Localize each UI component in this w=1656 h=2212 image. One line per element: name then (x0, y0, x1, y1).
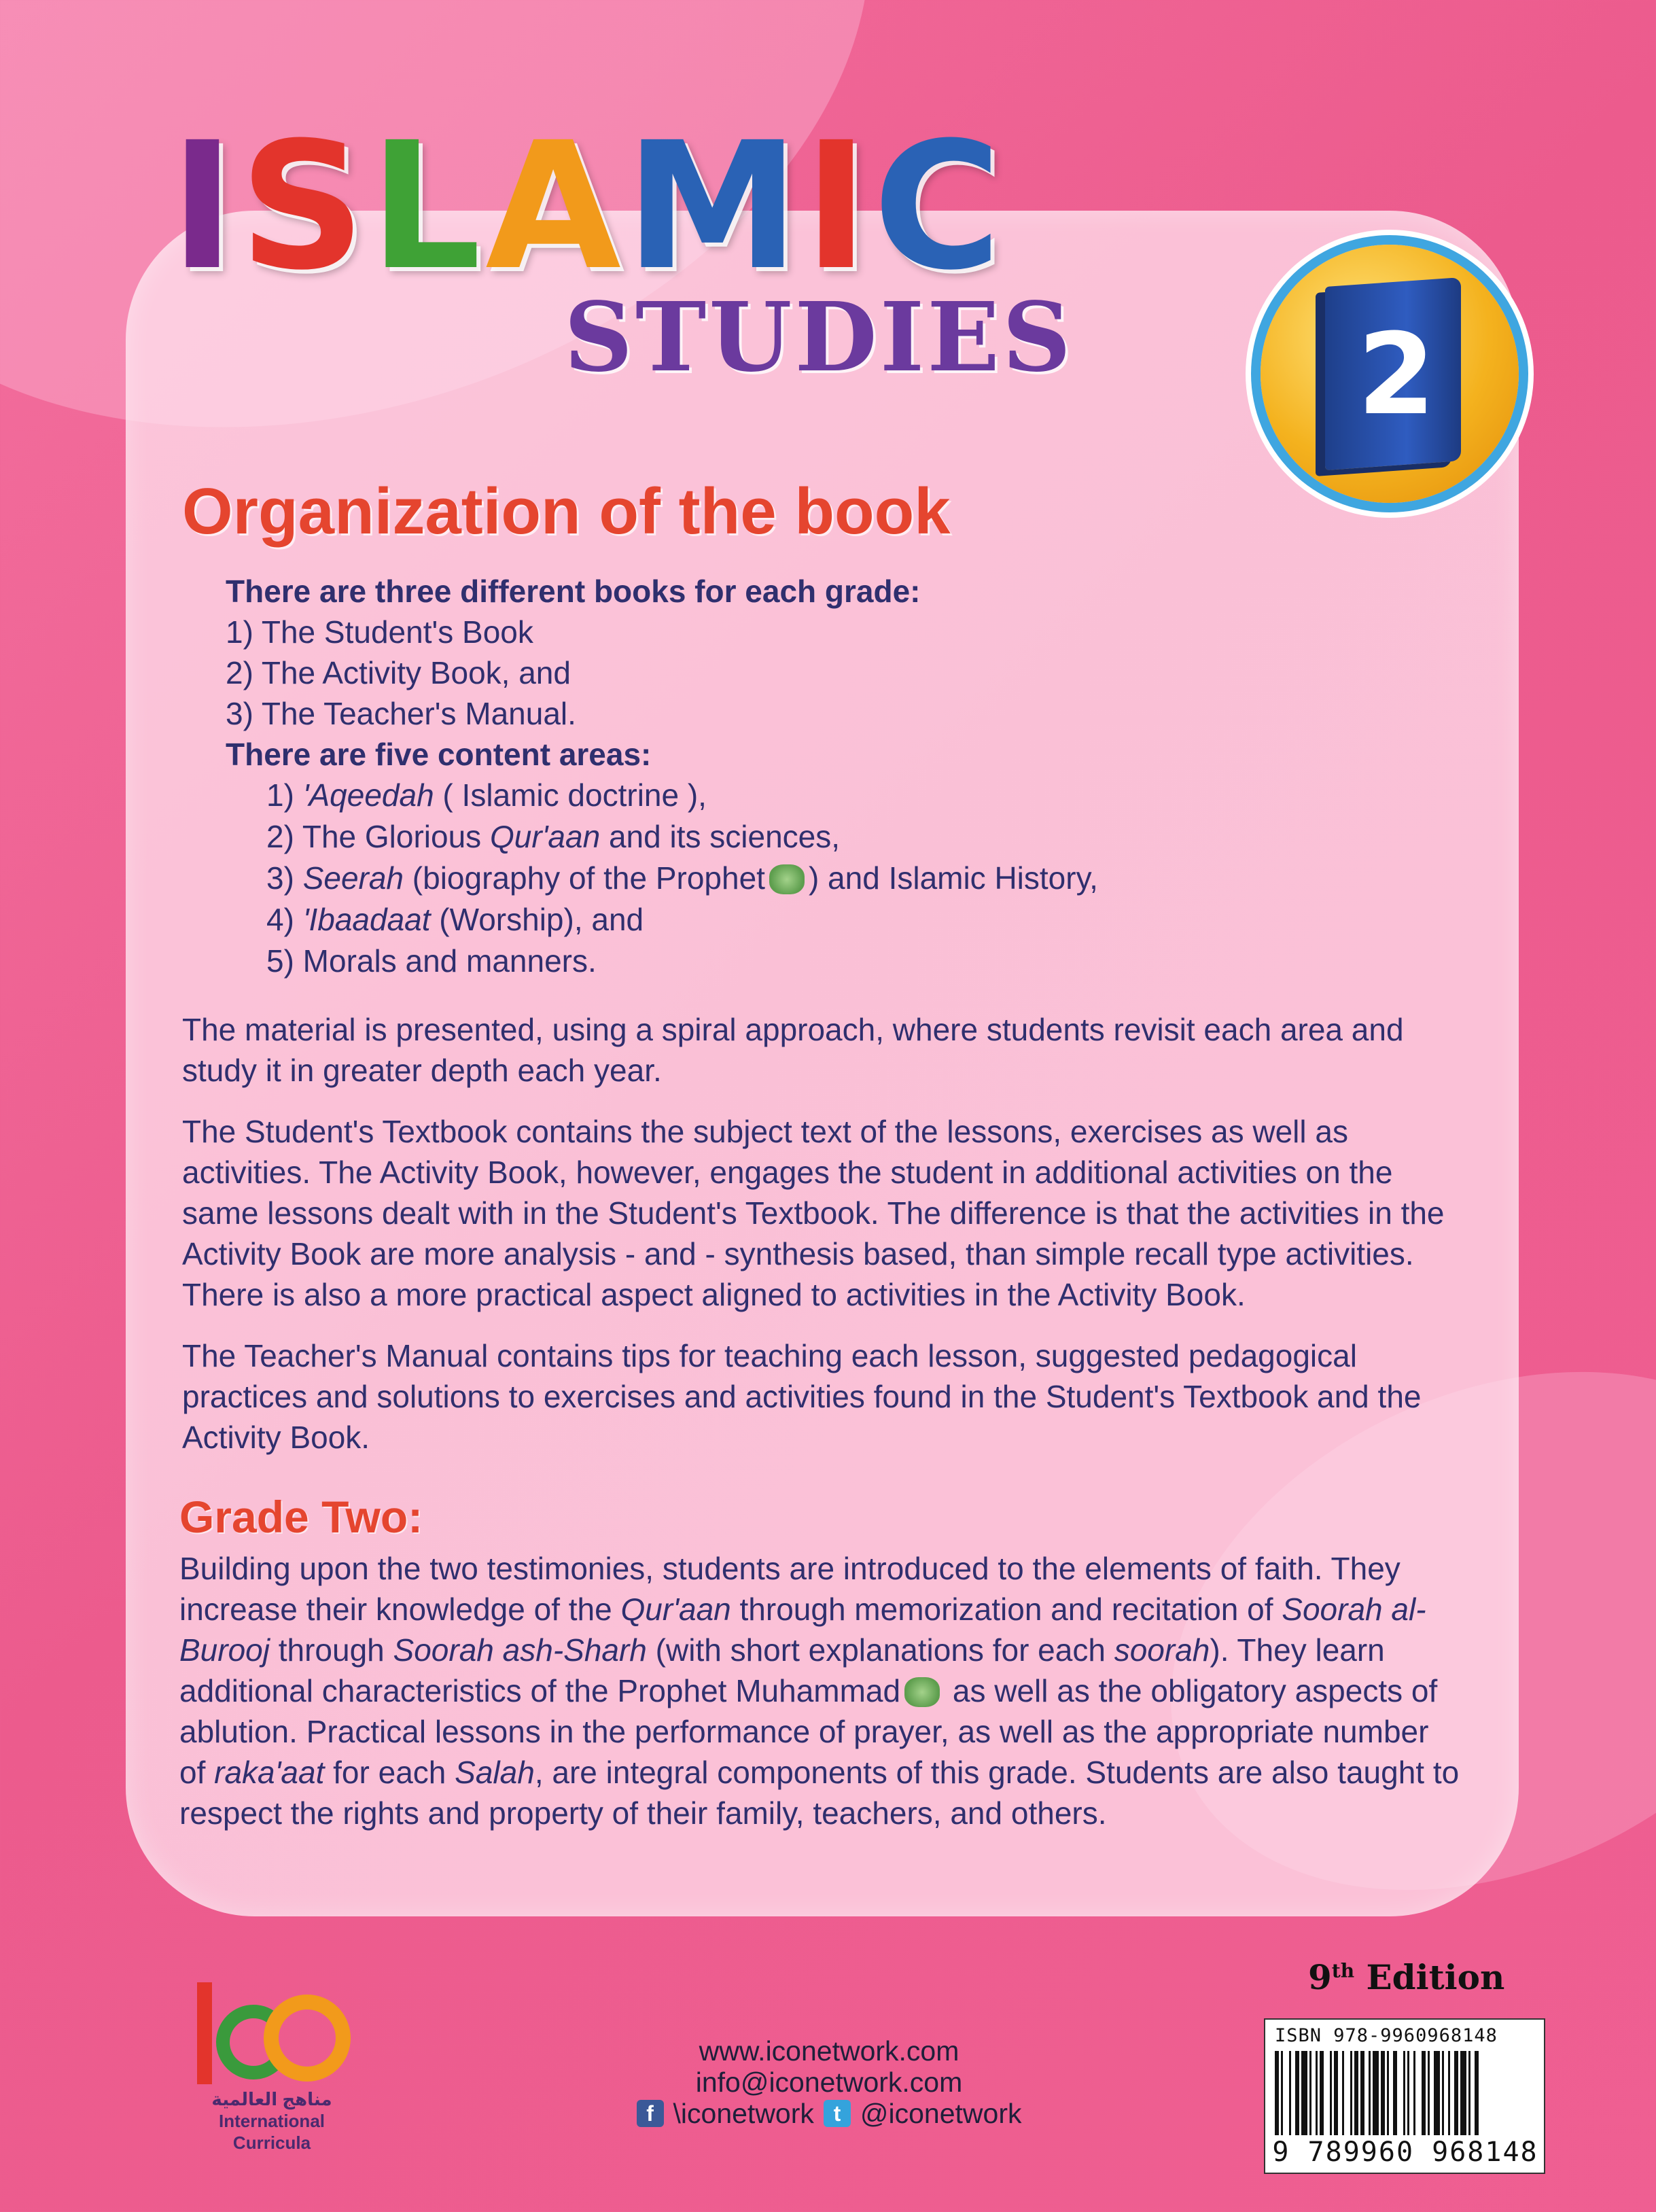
main-content (179, 475, 1460, 1833)
isbn-text: ISBN 978-9960968148 (1275, 2025, 1498, 2046)
facebook-icon[interactable]: f (637, 2100, 664, 2127)
list-item: 5) Morals and manners. (266, 943, 597, 979)
islamic-studies-logo (170, 105, 1074, 393)
email-link[interactable]: info@iconetwork.com (695, 2067, 963, 2098)
grade-description: Building upon the two testimonies, students are introduced to the elements of faith. They increase their knowledge of the Qur'aan through memorization and recitation of Soorah al-Burooj through Soorah ash-Sharh (with short explanations for each soorah). They learn additional characteristics of the Prophet Muhammad as well as the obligatory aspects of ablution. Practical lessons in the performance of prayer, as well as the appropriate number of raka'aat for each Salah, are integral components of this grade. Students are also taught to respect the rights and property of their family, teachers, and others. (179, 1550, 1460, 1831)
grade-title: Grade Two: (179, 1491, 423, 1542)
list-item: 1) 'Aqeedah ( Islamic doctrine ), (266, 777, 707, 813)
grade-badge (1261, 245, 1519, 503)
section-title: Organization of the book (182, 475, 951, 548)
logo-subtitle: STUDIES (564, 282, 1074, 393)
list-item: 3) The Teacher's Manual. (226, 695, 576, 731)
twitter-icon[interactable]: t (824, 2100, 851, 2127)
paragraph-spiral: The material is presented, using a spiral approach, where students revisit each area and study it in greater depth each year. (182, 1011, 1404, 1088)
logo-title-islamic: ISLAMIC (170, 105, 1006, 309)
list-item: 1) The Student's Book (226, 614, 533, 650)
list-item: 4) 'Ibaadaat (Worship), and (266, 901, 644, 937)
list-item: 2) The Activity Book, and (226, 654, 571, 690)
paragraph-teachers-manual: The Teacher's Manual contains tips for teaching each lesson, suggested pedagogical practices and solutions to exercises and activities found in the Student's Textbook and the Activity Book. (182, 1337, 1422, 1455)
barcode-digits: 9 789960 968148 (1272, 2137, 1538, 2168)
contact-info (571, 2035, 1087, 2129)
books-intro: There are three different books for each grade: (226, 573, 921, 609)
grade-number: 2 (1357, 309, 1436, 440)
pbuh-calligraphy-icon (904, 1677, 940, 1707)
pbuh-calligraphy-icon (769, 864, 805, 894)
website-link[interactable]: www.iconetwork.com (699, 2035, 959, 2067)
edition-label: 9th Edition (1308, 1957, 1505, 1997)
barcode (1264, 2018, 1545, 2174)
twitter-handle[interactable]: @iconetwork (860, 2098, 1022, 2129)
facebook-handle[interactable]: \iconetwork (673, 2098, 814, 2129)
logo-caption: International Curricula (218, 2111, 325, 2153)
books-list (226, 612, 1460, 734)
list-item: 2) The Glorious Qur'aan and its sciences, (266, 818, 841, 854)
ico-logo (183, 1974, 360, 2151)
barcode-icon (1275, 2051, 1534, 2135)
areas-intro: There are five content areas: (226, 736, 652, 772)
logo-arabic-text: مناهج العالمية (211, 2089, 332, 2109)
list-item: 3) Seerah (biography of the Prophet ) and Islamic History, (266, 860, 1098, 896)
paragraph-textbook: The Student's Textbook contains the subject text of the lessons, exercises as well as activities. The Activity Book, however, engages the student in additional activities on the same lessons dealt with in the Student's Textbook. The difference is that the activities in the Activity Book are more analysis - and - synthesis based, than simple recall type activities. There is also a more practical aspect aligned to activities in the Activity Book. (182, 1113, 1445, 1312)
areas-list (266, 775, 1460, 982)
social-links (571, 2098, 1087, 2129)
